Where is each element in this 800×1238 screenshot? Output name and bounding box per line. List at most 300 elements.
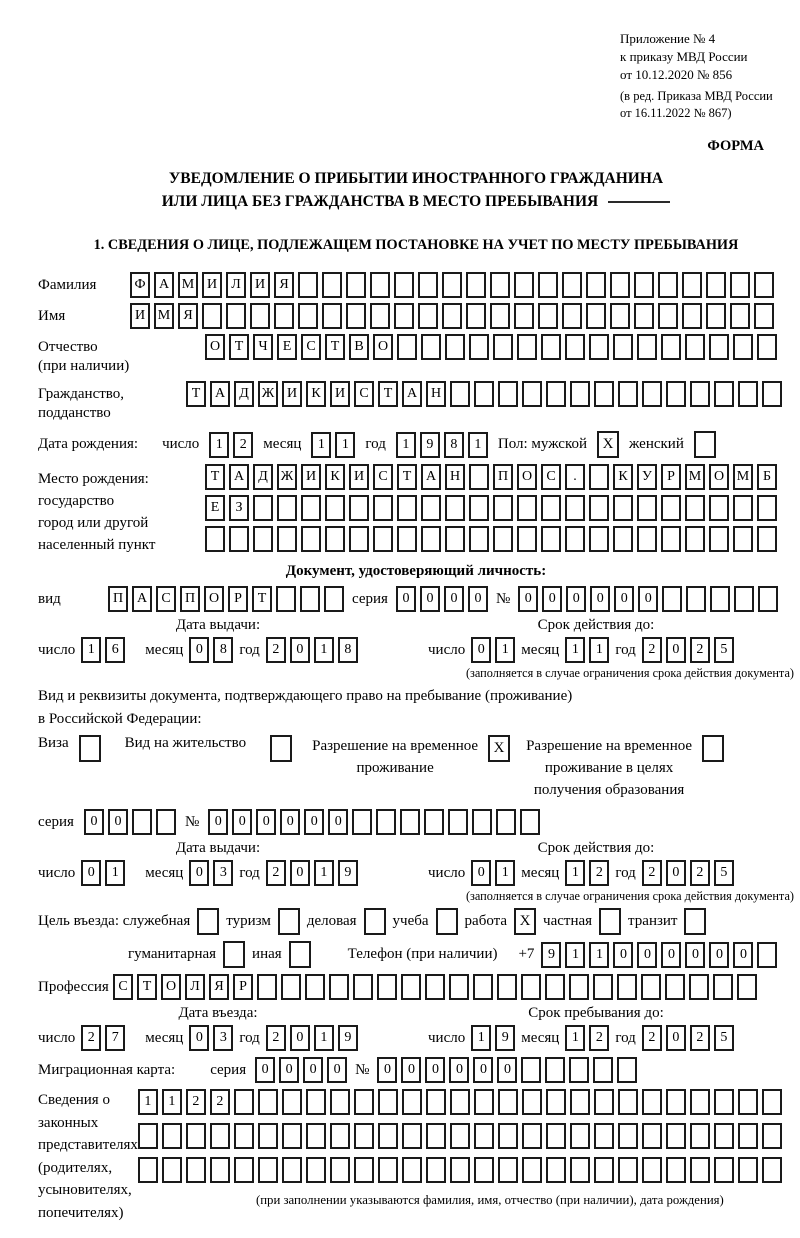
char-cell[interactable]: 1 [468,432,488,458]
purpose-private-checkbox[interactable] [599,908,621,935]
char-cell[interactable] [490,272,510,298]
char-cell[interactable] [757,942,777,968]
char-cell[interactable] [469,464,489,490]
char-cell[interactable]: 1 [314,1025,334,1051]
char-cell[interactable] [469,526,489,552]
char-cell[interactable] [706,303,726,329]
char-cell[interactable] [634,272,654,298]
char-cell[interactable] [394,272,414,298]
char-cell[interactable] [709,334,729,360]
char-cell[interactable] [685,526,705,552]
char-cell[interactable] [498,1123,518,1149]
char-cell[interactable] [594,381,614,407]
char-cell[interactable] [658,303,678,329]
char-cell[interactable]: 3 [213,1025,233,1051]
char-cell[interactable]: 3 [213,860,233,886]
char-cell[interactable] [610,303,630,329]
char-cell[interactable]: 0 [468,586,488,612]
char-cell[interactable]: Ф [130,272,150,298]
char-cell[interactable] [466,303,486,329]
char-cell[interactable] [250,303,270,329]
char-cell[interactable]: 0 [280,809,300,835]
char-cell[interactable]: 1 [495,637,515,663]
char-cell[interactable] [538,303,558,329]
char-cell[interactable]: А [402,381,422,407]
char-cell[interactable]: Т [325,334,345,360]
char-cell[interactable] [138,1157,158,1183]
char-cell[interactable] [517,334,537,360]
char-cell[interactable] [562,272,582,298]
char-cell[interactable]: 1 [209,432,229,458]
char-cell[interactable] [258,1157,278,1183]
char-cell[interactable]: 0 [566,586,586,612]
char-cell[interactable] [493,334,513,360]
char-cell[interactable]: 1 [471,1025,491,1051]
char-cell[interactable]: Я [178,303,198,329]
char-cell[interactable] [473,974,493,1000]
char-cell[interactable]: Р [233,974,253,1000]
char-cell[interactable]: А [210,381,230,407]
char-cell[interactable] [330,1089,350,1115]
char-cell[interactable]: 0 [327,1057,347,1083]
char-cell[interactable]: А [132,586,152,612]
char-cell[interactable] [352,809,372,835]
char-cell[interactable] [325,526,345,552]
char-cell[interactable]: Е [277,334,297,360]
residence-permit-checkbox[interactable] [270,735,292,762]
char-cell[interactable]: П [108,586,128,612]
char-cell[interactable] [445,334,465,360]
char-cell[interactable] [298,303,318,329]
char-cell[interactable] [634,303,654,329]
char-cell[interactable] [474,1123,494,1149]
char-cell[interactable] [686,586,706,612]
char-cell[interactable]: Т [252,586,272,612]
char-cell[interactable] [685,334,705,360]
char-cell[interactable] [733,526,753,552]
char-cell[interactable]: 0 [279,1057,299,1083]
char-cell[interactable]: 0 [542,586,562,612]
char-cell[interactable]: И [349,464,369,490]
char-cell[interactable]: О [373,334,393,360]
char-cell[interactable] [397,334,417,360]
char-cell[interactable]: 0 [290,1025,310,1051]
char-cell[interactable] [690,1157,710,1183]
char-cell[interactable]: 2 [690,860,710,886]
char-cell[interactable] [514,303,534,329]
char-cell[interactable] [282,1157,302,1183]
char-cell[interactable] [354,1123,374,1149]
char-cell[interactable] [762,1089,782,1115]
char-cell[interactable] [138,1123,158,1149]
char-cell[interactable]: 2 [690,1025,710,1051]
char-cell[interactable]: С [373,464,393,490]
char-cell[interactable]: Л [185,974,205,1000]
char-cell[interactable] [162,1123,182,1149]
char-cell[interactable] [306,1157,326,1183]
char-cell[interactable] [234,1123,254,1149]
char-cell[interactable] [565,526,585,552]
char-cell[interactable]: 1 [565,1025,585,1051]
char-cell[interactable]: Д [234,381,254,407]
char-cell[interactable]: 0 [189,1025,209,1051]
char-cell[interactable] [349,526,369,552]
char-cell[interactable] [426,1089,446,1115]
char-cell[interactable] [234,1157,254,1183]
char-cell[interactable] [733,334,753,360]
char-cell[interactable] [330,1123,350,1149]
char-cell[interactable]: Е [205,495,225,521]
char-cell[interactable]: 0 [473,1057,493,1083]
char-cell[interactable]: 9 [420,432,440,458]
char-cell[interactable]: Р [661,464,681,490]
char-cell[interactable]: 0 [189,860,209,886]
char-cell[interactable]: 2 [266,637,286,663]
char-cell[interactable] [517,526,537,552]
char-cell[interactable]: У [637,464,657,490]
char-cell[interactable] [762,1157,782,1183]
char-cell[interactable]: И [330,381,350,407]
char-cell[interactable] [498,381,518,407]
char-cell[interactable] [522,1123,542,1149]
char-cell[interactable]: К [613,464,633,490]
char-cell[interactable] [593,974,613,1000]
char-cell[interactable] [301,526,321,552]
char-cell[interactable] [738,1123,758,1149]
char-cell[interactable] [517,495,537,521]
char-cell[interactable] [346,303,366,329]
char-cell[interactable]: 1 [311,432,331,458]
char-cell[interactable] [400,809,420,835]
char-cell[interactable] [589,464,609,490]
char-cell[interactable]: И [130,303,150,329]
char-cell[interactable] [378,1157,398,1183]
char-cell[interactable] [690,1123,710,1149]
char-cell[interactable] [689,974,709,1000]
char-cell[interactable]: Ч [253,334,273,360]
char-cell[interactable] [546,1089,566,1115]
char-cell[interactable] [658,272,678,298]
char-cell[interactable] [661,526,681,552]
char-cell[interactable] [301,495,321,521]
char-cell[interactable] [714,1123,734,1149]
char-cell[interactable]: Т [397,464,417,490]
char-cell[interactable] [762,381,782,407]
char-cell[interactable] [593,1057,613,1083]
char-cell[interactable] [210,1123,230,1149]
char-cell[interactable]: Я [209,974,229,1000]
char-cell[interactable]: 2 [266,1025,286,1051]
char-cell[interactable]: 0 [425,1057,445,1083]
char-cell[interactable]: Я [274,272,294,298]
char-cell[interactable]: С [541,464,561,490]
char-cell[interactable] [496,809,516,835]
purpose-work-checkbox[interactable]: X [514,908,536,935]
char-cell[interactable]: 0 [256,809,276,835]
char-cell[interactable] [274,303,294,329]
char-cell[interactable] [377,974,397,1000]
char-cell[interactable]: М [733,464,753,490]
char-cell[interactable]: А [421,464,441,490]
char-cell[interactable] [354,1157,374,1183]
char-cell[interactable] [690,381,710,407]
char-cell[interactable] [418,303,438,329]
purpose-tourism-checkbox[interactable] [278,908,300,935]
char-cell[interactable] [522,1157,542,1183]
char-cell[interactable] [162,1157,182,1183]
char-cell[interactable] [706,272,726,298]
char-cell[interactable] [306,1123,326,1149]
char-cell[interactable] [442,272,462,298]
char-cell[interactable]: 2 [266,860,286,886]
char-cell[interactable]: 0 [666,1025,686,1051]
char-cell[interactable] [565,334,585,360]
char-cell[interactable]: К [306,381,326,407]
char-cell[interactable]: 1 [81,637,101,663]
char-cell[interactable] [450,1089,470,1115]
char-cell[interactable] [258,1089,278,1115]
char-cell[interactable]: О [205,334,225,360]
char-cell[interactable]: И [202,272,222,298]
char-cell[interactable] [589,334,609,360]
char-cell[interactable] [594,1123,614,1149]
char-cell[interactable] [541,334,561,360]
char-cell[interactable] [300,586,320,612]
char-cell[interactable] [257,974,277,1000]
char-cell[interactable]: 0 [638,586,658,612]
char-cell[interactable] [589,495,609,521]
char-cell[interactable] [545,974,565,1000]
char-cell[interactable]: 1 [589,942,609,968]
char-cell[interactable]: Н [426,381,446,407]
char-cell[interactable] [642,1089,662,1115]
char-cell[interactable]: 0 [303,1057,323,1083]
char-cell[interactable] [156,809,176,835]
char-cell[interactable]: 0 [189,637,209,663]
char-cell[interactable] [734,586,754,612]
purpose-official-checkbox[interactable] [197,908,219,935]
char-cell[interactable] [322,272,342,298]
char-cell[interactable] [570,1157,590,1183]
char-cell[interactable]: Т [205,464,225,490]
char-cell[interactable] [754,272,774,298]
char-cell[interactable] [498,1089,518,1115]
char-cell[interactable] [713,974,733,1000]
char-cell[interactable] [617,974,637,1000]
char-cell[interactable]: К [325,464,345,490]
purpose-other-checkbox[interactable] [289,941,311,968]
char-cell[interactable] [493,526,513,552]
char-cell[interactable] [570,381,590,407]
char-cell[interactable]: Д [253,464,273,490]
char-cell[interactable]: М [154,303,174,329]
char-cell[interactable] [570,1123,590,1149]
char-cell[interactable] [738,1089,758,1115]
char-cell[interactable] [373,495,393,521]
char-cell[interactable] [424,809,444,835]
char-cell[interactable] [394,303,414,329]
char-cell[interactable] [757,526,777,552]
char-cell[interactable]: 0 [471,860,491,886]
char-cell[interactable]: 0 [637,942,657,968]
char-cell[interactable] [346,272,366,298]
char-cell[interactable] [322,303,342,329]
char-cell[interactable] [402,1157,422,1183]
char-cell[interactable] [690,1089,710,1115]
char-cell[interactable] [253,495,273,521]
char-cell[interactable] [370,303,390,329]
char-cell[interactable]: 1 [396,432,416,458]
char-cell[interactable]: 0 [84,809,104,835]
char-cell[interactable]: А [229,464,249,490]
char-cell[interactable] [306,1089,326,1115]
char-cell[interactable]: 2 [589,860,609,886]
char-cell[interactable]: 6 [105,637,125,663]
char-cell[interactable] [421,334,441,360]
char-cell[interactable] [666,381,686,407]
char-cell[interactable]: 5 [714,860,734,886]
char-cell[interactable] [522,381,542,407]
char-cell[interactable] [682,272,702,298]
char-cell[interactable] [329,974,349,1000]
char-cell[interactable] [618,1157,638,1183]
char-cell[interactable] [401,974,421,1000]
char-cell[interactable] [353,974,373,1000]
char-cell[interactable]: 2 [210,1089,230,1115]
char-cell[interactable]: 0 [733,942,753,968]
char-cell[interactable] [757,495,777,521]
char-cell[interactable]: Т [229,334,249,360]
char-cell[interactable] [618,1089,638,1115]
char-cell[interactable] [737,974,757,1000]
char-cell[interactable] [762,1123,782,1149]
char-cell[interactable]: 1 [495,860,515,886]
char-cell[interactable] [378,1123,398,1149]
char-cell[interactable] [661,334,681,360]
char-cell[interactable] [569,974,589,1000]
char-cell[interactable] [637,526,657,552]
char-cell[interactable] [662,586,682,612]
char-cell[interactable]: П [180,586,200,612]
char-cell[interactable]: Т [137,974,157,1000]
char-cell[interactable] [282,1089,302,1115]
char-cell[interactable] [324,586,344,612]
char-cell[interactable]: 1 [105,860,125,886]
char-cell[interactable]: 0 [685,942,705,968]
char-cell[interactable] [730,272,750,298]
char-cell[interactable] [613,495,633,521]
char-cell[interactable] [618,1123,638,1149]
char-cell[interactable]: 0 [304,809,324,835]
char-cell[interactable] [205,526,225,552]
char-cell[interactable] [442,303,462,329]
char-cell[interactable]: Н [445,464,465,490]
char-cell[interactable] [758,586,778,612]
char-cell[interactable] [325,495,345,521]
char-cell[interactable]: З [229,495,249,521]
char-cell[interactable] [521,1057,541,1083]
char-cell[interactable] [253,526,273,552]
char-cell[interactable]: 1 [335,432,355,458]
char-cell[interactable] [469,495,489,521]
char-cell[interactable]: 1 [162,1089,182,1115]
char-cell[interactable] [474,1157,494,1183]
char-cell[interactable] [586,272,606,298]
char-cell[interactable]: 0 [377,1057,397,1083]
char-cell[interactable] [666,1157,686,1183]
char-cell[interactable]: С [156,586,176,612]
char-cell[interactable]: 0 [666,637,686,663]
char-cell[interactable] [474,1089,494,1115]
char-cell[interactable]: 0 [661,942,681,968]
char-cell[interactable]: 0 [471,637,491,663]
char-cell[interactable] [277,495,297,521]
char-cell[interactable]: 0 [420,586,440,612]
char-cell[interactable]: 2 [642,1025,662,1051]
char-cell[interactable]: А [154,272,174,298]
char-cell[interactable] [637,495,657,521]
char-cell[interactable] [641,974,661,1000]
char-cell[interactable]: 5 [714,1025,734,1051]
char-cell[interactable] [132,809,152,835]
char-cell[interactable]: Т [186,381,206,407]
char-cell[interactable] [521,974,541,1000]
char-cell[interactable] [226,303,246,329]
char-cell[interactable] [594,1157,614,1183]
char-cell[interactable] [202,303,222,329]
char-cell[interactable] [418,272,438,298]
char-cell[interactable]: П [493,464,513,490]
char-cell[interactable]: 2 [186,1089,206,1115]
char-cell[interactable] [586,303,606,329]
char-cell[interactable]: Р [228,586,248,612]
char-cell[interactable]: 0 [328,809,348,835]
char-cell[interactable] [733,495,753,521]
char-cell[interactable] [298,272,318,298]
char-cell[interactable] [450,1157,470,1183]
char-cell[interactable] [642,381,662,407]
char-cell[interactable] [277,526,297,552]
char-cell[interactable] [546,381,566,407]
char-cell[interactable] [210,1157,230,1183]
char-cell[interactable] [402,1089,422,1115]
char-cell[interactable]: 0 [709,942,729,968]
visa-checkbox[interactable] [79,735,101,762]
char-cell[interactable] [378,1089,398,1115]
char-cell[interactable] [520,809,540,835]
char-cell[interactable] [666,1089,686,1115]
char-cell[interactable]: М [685,464,705,490]
char-cell[interactable] [186,1157,206,1183]
char-cell[interactable] [376,809,396,835]
char-cell[interactable]: 0 [232,809,252,835]
char-cell[interactable] [493,495,513,521]
char-cell[interactable] [426,1123,446,1149]
char-cell[interactable] [569,1057,589,1083]
char-cell[interactable]: 0 [108,809,128,835]
char-cell[interactable] [730,303,750,329]
char-cell[interactable] [666,1123,686,1149]
char-cell[interactable] [469,334,489,360]
char-cell[interactable] [402,1123,422,1149]
char-cell[interactable]: 1 [565,860,585,886]
char-cell[interactable]: 0 [290,637,310,663]
char-cell[interactable]: 9 [338,1025,358,1051]
char-cell[interactable] [613,526,633,552]
char-cell[interactable] [472,809,492,835]
char-cell[interactable] [661,495,681,521]
char-cell[interactable]: 2 [589,1025,609,1051]
